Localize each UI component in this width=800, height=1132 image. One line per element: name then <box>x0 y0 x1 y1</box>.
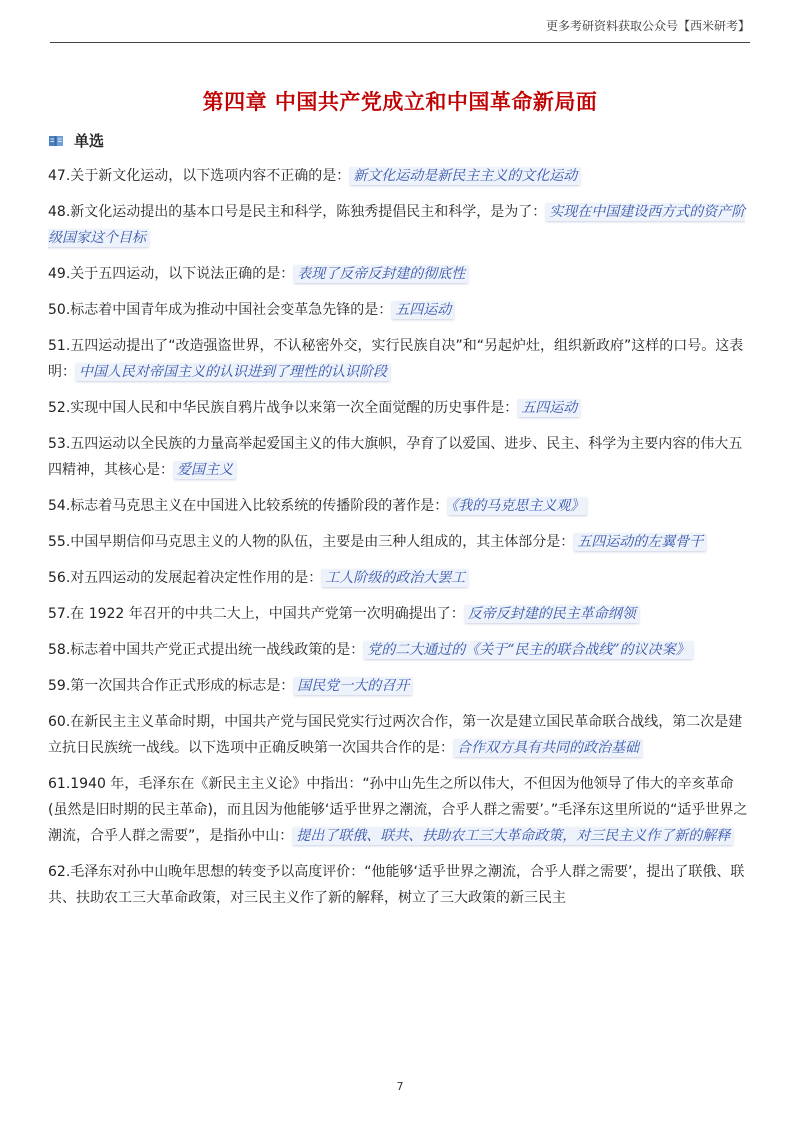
answer-highlight: 中国人民对帝国主义的认识进到了理性的认识阶段 <box>76 363 390 381</box>
section-label: 单选 <box>74 132 105 150</box>
question-item <box>48 859 752 911</box>
question-text: 对五四运动的发展起着决定性作用的是： <box>70 570 323 586</box>
answer-highlight: 《我的马克思主义观》 <box>448 497 587 515</box>
question-number: 57. <box>48 606 71 622</box>
question-item <box>48 673 752 699</box>
question-item <box>48 261 752 287</box>
question-number: 51. <box>48 338 71 354</box>
section-heading <box>48 130 104 151</box>
question-item <box>48 771 752 849</box>
question-number: 61. <box>48 776 71 792</box>
question-number: 62. <box>48 864 71 880</box>
page-header <box>50 10 750 43</box>
question-item <box>48 493 752 519</box>
page-number: 7 <box>396 1080 404 1093</box>
answer-highlight: 五四运动 <box>518 399 580 417</box>
question-number: 50. <box>48 302 71 318</box>
question-item <box>48 199 752 251</box>
question-number: 60. <box>48 714 71 730</box>
answer-highlight: 五四运动 <box>392 301 454 319</box>
question-item <box>48 565 752 591</box>
question-text: 标志着马克思主义在中国进入比较系统的传播阶段的著作是： <box>70 498 449 514</box>
answer-highlight: 工人阶级的政治大罢工 <box>322 569 468 587</box>
question-number: 48. <box>48 204 71 220</box>
question-item <box>48 333 752 385</box>
question-number: 59. <box>48 678 71 694</box>
question-text: 1940 年，毛泽东在《新民主主义论》中指出：“孙中山先生之所以伟大，不但因为他领导了伟大的辛亥革命(虽然是旧时期的民主革命)，而且因为他能够‘适乎世界之潮流，合乎人群之需要’。”毛泽东这里所说的“适乎世界之潮流，合乎人群之需要”，是指孙中山： <box>48 776 748 844</box>
question-text: 标志着中国青年成为推动中国社会变革急先锋的是： <box>70 302 393 318</box>
header-text: 更多考研资料获取公众号【西米研考】 <box>545 19 750 33</box>
question-text: 标志着中国共产党正式提出统一战线政策的是： <box>70 642 365 658</box>
question-text: 第一次国共合作正式形成的标志是： <box>70 678 295 694</box>
book-icon <box>48 134 64 148</box>
question-text: 毛泽东对孙中山晚年思想的转变予以高度评价：“他能够‘适乎世界之潮流，合乎人群之需要’，提出了联俄、联共、扶助农工三大革命政策，对三民主义作了新的解释，树立了三大政策的新三民主 <box>48 864 745 906</box>
question-number: 55. <box>48 534 71 550</box>
answer-highlight: 提出了联俄、联共、扶助农工三大革命政策，对三民主义作了新的解释 <box>293 827 733 845</box>
question-number: 56. <box>48 570 71 586</box>
question-item <box>48 431 752 483</box>
answer-highlight: 党的二大通过的《关于“民主的联合战线”的议决案》 <box>364 641 692 659</box>
question-text: 在新民主主义革命时期，中国共产党与国民党实行过两次合作，第一次是建立国民革命联合战线，第二次是建立抗日民族统一战线。以下选项中正确反映第一次国共合作的是： <box>48 714 743 756</box>
question-number: 54. <box>48 498 71 514</box>
question-item <box>48 709 752 761</box>
answer-highlight: 国民党一大的召开 <box>294 677 412 695</box>
answer-highlight: 表现了反帝反封建的彻底性 <box>294 265 468 283</box>
question-list <box>48 163 752 921</box>
question-item <box>48 601 752 627</box>
answer-highlight: 实现在中国建设西方式的资产阶级国家这个目标 <box>48 204 746 246</box>
question-number: 58. <box>48 642 71 658</box>
chapter-title: 第四章 中国共产党成立和中国革命新局面 <box>202 90 598 114</box>
answer-highlight: 反帝反封建的民主革命纲领 <box>465 605 639 623</box>
question-number: 47. <box>48 168 71 184</box>
question-item <box>48 637 752 663</box>
question-text: 关于五四运动，以下说法正确的是： <box>70 266 295 282</box>
answer-highlight: 五四运动的左翼骨干 <box>574 533 706 551</box>
answer-highlight: 合作双方具有共同的政治基础 <box>454 739 642 757</box>
question-item <box>48 163 752 189</box>
question-text: 五四运动提出了“改造强盗世界，不认秘密外交，实行民族自决”和“另起炉灶，组织新政府”这样的口号。这表明： <box>48 338 744 380</box>
answer-highlight: 新文化运动是新民主主义的文化运动 <box>350 167 580 185</box>
question-number: 53. <box>48 436 71 452</box>
question-text: 在 1922 年召开的中共二大上，中国共产党第一次明确提出了： <box>70 606 465 622</box>
question-item <box>48 395 752 421</box>
answer-highlight: 爱国主义 <box>174 461 236 479</box>
question-number: 49. <box>48 266 71 282</box>
question-text: 中国早期信仰马克思主义的人物的队伍，主要是由三种人组成的，其主体部分是： <box>70 534 575 550</box>
question-item <box>48 529 752 555</box>
question-text: 关于新文化运动，以下选项内容不正确的是： <box>70 168 351 184</box>
question-item <box>48 297 752 323</box>
question-number: 52. <box>48 400 71 416</box>
question-text: 实现中国人民和中华民族自鸦片战争以来第一次全面觉醒的历史事件是： <box>70 400 519 416</box>
question-text: 五四运动以全民族的力量高举起爱国主义的伟大旗帜，孕育了以爱国、进步、民主、科学为主要内容的伟大五四精神，其核心是： <box>48 436 743 478</box>
question-text: 新文化运动提出的基本口号是民主和科学，陈独秀提倡民主和科学，是为了： <box>70 204 547 220</box>
